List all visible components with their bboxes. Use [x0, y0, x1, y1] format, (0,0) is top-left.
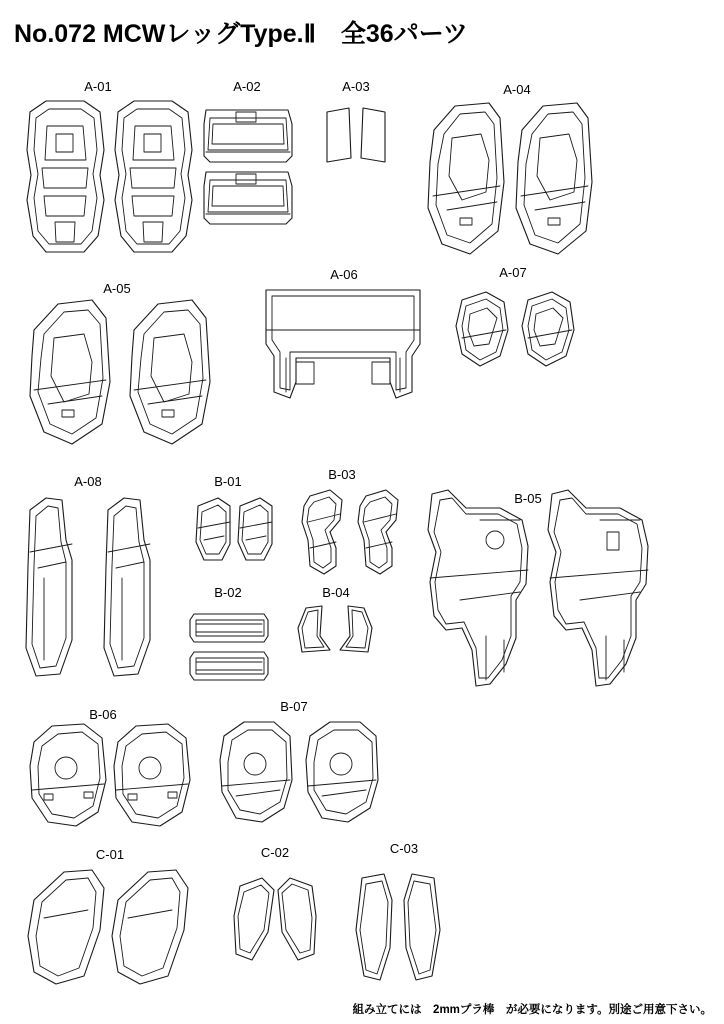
part-art-a04: [428, 103, 592, 254]
part-label-a01: A-01: [84, 79, 112, 94]
part-art-c01: [28, 870, 188, 984]
part-art-a08: [26, 498, 150, 676]
part-art-b03: [302, 490, 398, 574]
part-art-a07: [456, 292, 574, 366]
part-art-a02: [204, 110, 292, 224]
part-label-c01: C-01: [95, 847, 125, 862]
part-label-a03: A-03: [342, 79, 370, 94]
part-label-a06: A-06: [330, 267, 358, 282]
part-label-c02: C-02: [260, 845, 290, 860]
part-art-a01: [27, 101, 192, 252]
part-label-a07: A-07: [499, 265, 527, 280]
part-label-b06: B-06: [89, 707, 117, 722]
part-label-b01: B-01: [214, 474, 242, 489]
part-art-a03: [327, 108, 385, 162]
part-art-a05: [30, 300, 210, 444]
part-art-b07: [220, 722, 378, 822]
part-label-b03: B-03: [328, 467, 356, 482]
part-label-b02: B-02: [214, 585, 242, 600]
part-art-b06: [30, 724, 190, 826]
part-label-a02: A-02: [233, 79, 261, 94]
part-art-c02: [234, 878, 316, 960]
part-art-c03: [356, 874, 440, 980]
part-art-b05: [428, 490, 648, 686]
part-art-b02: [190, 614, 268, 680]
page-title: No.072 MCWレッグType.Ⅱ 全36パーツ: [14, 20, 468, 48]
part-art-a06: [266, 290, 420, 398]
part-art-b01: [196, 498, 272, 560]
part-label-c03: C-03: [389, 841, 419, 856]
part-label-b07: B-07: [280, 699, 308, 714]
part-label-b04: B-04: [322, 585, 350, 600]
part-label-a04: A-04: [503, 82, 531, 97]
part-label-b05: B-05: [514, 491, 542, 506]
footer-note: 組み立てには 2mmプラ棒 が必要になります。別途ご用意下さい。: [352, 1004, 712, 1016]
part-label-a08: A-08: [74, 474, 102, 489]
part-art-b04: [298, 606, 372, 652]
part-label-a05: A-05: [103, 281, 131, 296]
